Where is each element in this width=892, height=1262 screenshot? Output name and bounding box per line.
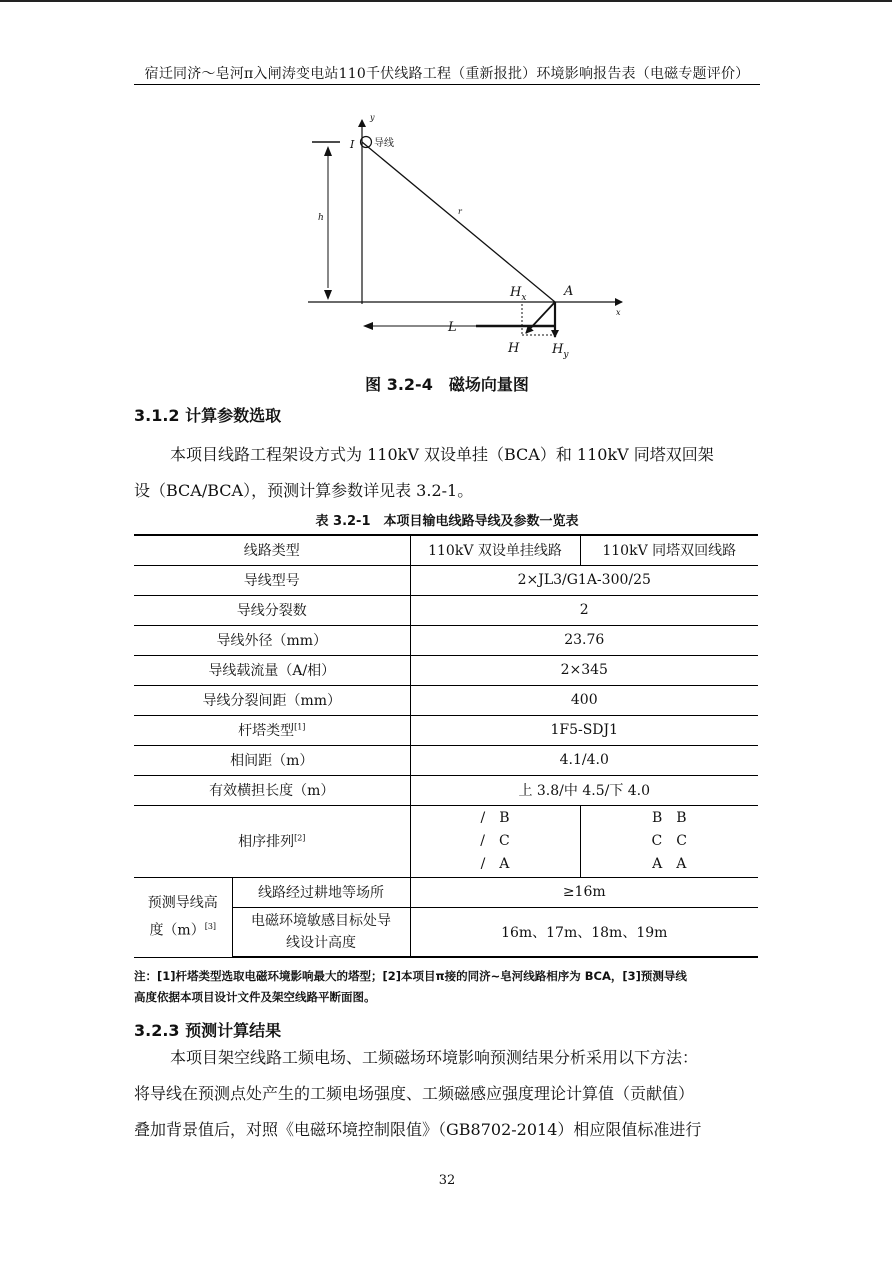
row-value: 2 [410, 595, 758, 625]
height-label: 预测导线高 度（m）[3] [134, 877, 232, 957]
table-row-height [134, 877, 758, 907]
row-value: 上 3.8/中 4.5/下 4.0 [410, 775, 758, 805]
paragraph-line: 本项目线路工程架设方式为 110kV 双设单挂（BCA）和 110kV 同塔双回架 [170, 445, 714, 464]
paragraph-line: 将导线在预测点处产生的工频电场强度、工频磁感应强度理论计算值（贡献值） [134, 1084, 695, 1103]
table-caption: 表 3.2-1 本项目输电线路导线及参数一览表 [315, 514, 579, 529]
phase-entry: / C [480, 832, 510, 849]
radius-label: r [458, 207, 462, 216]
phase-entry: / B [480, 809, 510, 826]
row-label: 有效横担长度（m） [134, 775, 410, 805]
y-axis-label: y [370, 113, 375, 122]
section-3-2-3-paragraph [134, 1040, 760, 1148]
section-3-1-2-paragraph [134, 437, 760, 509]
row-value: 400 [410, 685, 758, 715]
point-a-label: A [564, 284, 574, 299]
section-heading-3-2-3: 3.2.3 预测计算结果 [134, 1021, 282, 1040]
footnote-ref: [1] [294, 722, 306, 732]
table-row [134, 775, 758, 805]
radius-line [362, 142, 555, 302]
distance-label: L [448, 320, 457, 335]
paragraph-line: 本项目架空线路工频电场、工频磁场环境影响预测结果分析采用以下方法： [170, 1048, 699, 1067]
row-label: 相间距（m） [134, 745, 410, 775]
height-value: ≥16m [410, 877, 758, 907]
table-row [134, 565, 758, 595]
phase-entry: B B [651, 809, 687, 826]
row-label: 导线型号 [134, 565, 410, 595]
table-header-label: 线路类型 [134, 535, 410, 565]
phase-label: 相序排列[2] [134, 805, 410, 877]
magnetic-field-vector-diagram [300, 108, 630, 368]
paragraph-line: 设（BCA/BCA），预测计算参数详见表 3.2-1。 [134, 481, 474, 500]
row-value: 2×345 [410, 655, 758, 685]
table-header-col-a: 110kV 双设单挂线路 [410, 535, 580, 565]
page-number: 32 [438, 1173, 456, 1188]
header-rule [134, 84, 760, 85]
phase-col-a [410, 805, 580, 877]
table-header-col-b: 110kV 同塔双回线路 [580, 535, 758, 565]
height-sub-label: 线路经过耕地等场所 [232, 877, 410, 907]
height-label: h [318, 213, 324, 223]
x-axis-label: x [616, 308, 621, 317]
page-header: 宿迁同济～皂河π入闸涛变电站110千伏线路工程（重新报批）环境影响报告表（电磁专题评价） [144, 66, 750, 82]
conductor-label: 导线 [374, 138, 394, 149]
table-row [134, 595, 758, 625]
section-heading-3-1-2: 3.1.2 计算参数选取 [134, 406, 282, 425]
height-value: 16m、17m、18m、19m [410, 907, 758, 957]
table-row [134, 625, 758, 655]
row-label: 导线分裂数 [134, 595, 410, 625]
current-label: I [350, 138, 355, 151]
hx-label: $H_x$ [510, 285, 527, 303]
table-note [134, 966, 760, 1008]
row-label: 导线外径（mm） [134, 625, 410, 655]
row-label: 导线分裂间距（mm） [134, 685, 410, 715]
table-row [134, 535, 758, 565]
footnote-ref: [2] [294, 833, 306, 843]
parameter-table [134, 534, 758, 958]
phase-entry: A A [652, 855, 687, 872]
table-row [134, 655, 758, 685]
note-line: 注：[1]杆塔类型选取电磁环境影响最大的塔型；[2]本项目π接的同济~皂河线路相序为 BCA，[3]预测导线 [134, 969, 687, 983]
row-label: 导线载流量（A/相） [134, 655, 410, 685]
table-row [134, 685, 758, 715]
phase-entry: / A [480, 855, 510, 872]
figure-caption: 图 3.2-4 磁场向量图 [365, 375, 529, 394]
row-value: 23.76 [410, 625, 758, 655]
row-value: 1F5-SDJ1 [410, 715, 758, 745]
row-label: 杆塔类型[1] [134, 715, 410, 745]
phase-col-b [580, 805, 758, 877]
top-border [0, 0, 892, 2]
table-row [134, 715, 758, 745]
h-total-label: H [508, 341, 520, 356]
footnote-ref: [3] [204, 922, 217, 932]
hy-label: $H_y$ [552, 342, 569, 360]
row-value: 2×JL3/G1A-300/25 [410, 565, 758, 595]
h-vector [526, 302, 555, 333]
paragraph-line: 叠加背景值后，对照《电磁环境控制限值》（GB8702-2014）相应限值标准进行 [134, 1120, 702, 1139]
table-row [134, 745, 758, 775]
row-value: 4.1/4.0 [410, 745, 758, 775]
table-row-phase [134, 805, 758, 877]
phase-entry: C C [651, 832, 687, 849]
note-line: 高度依据本项目设计文件及架空线路平断面图。 [134, 990, 376, 1004]
height-sub-label: 电磁环境敏感目标处导 线设计高度 [232, 907, 410, 957]
